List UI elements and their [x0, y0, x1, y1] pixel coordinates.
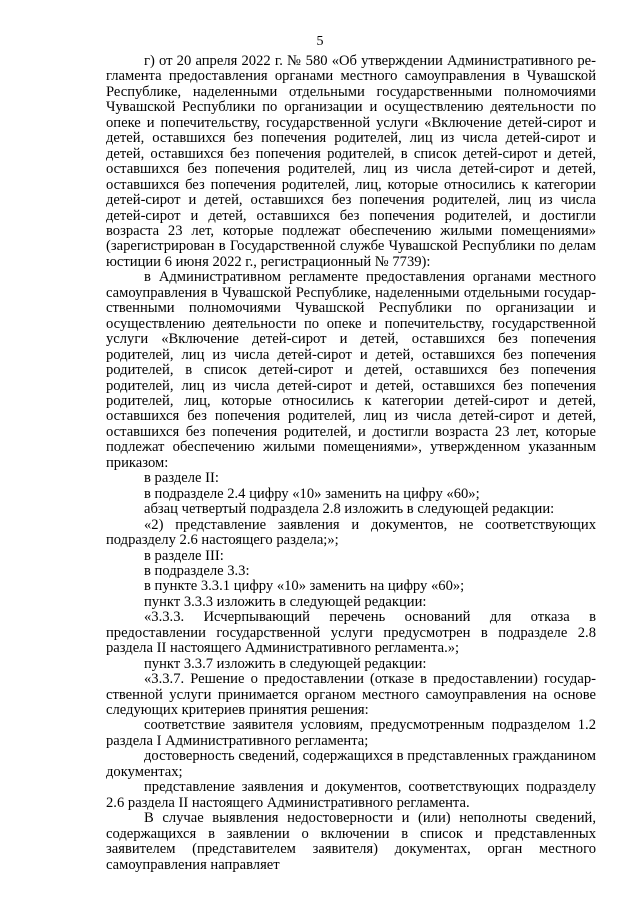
paragraph: пункт 3.3.3 изложить в следующей редакции:: [144, 593, 427, 610]
paragraph: абзац четвертый подраздела 2.8 изложить в следующей редакции:: [144, 501, 555, 518]
paragraph: достоверность сведений, содержащихся в представленных гражданином документах;: [106, 748, 596, 780]
paragraph: В случае выявления недостоверности и (или) неполноты сведений, содержащихся в заявлении о включении в список и представленных заявителем (представителем заявителя) документах, орган местного самоуправления направляет: [106, 810, 596, 873]
document-body: [106, 54, 596, 873]
page-number: 5: [316, 34, 324, 49]
paragraph: г) от 20 апреля 2022 г. № 580 «Об утверждении Административного регламента предоставления органами местного самоуправления в Чувашской Республике, наделенными отдельными государственными полномочиями Чувашской Республики по организации и осуществлению деятельности по опеке и попечительству, государственной услуги «Включение детей-сирот и детей, оставшихся без попечения родителей, лиц из числа детей-сирот и детей, оставшихся без попечения родителей, в список детей-сирот и детей, оставшихся без попечения родителей, лиц из числа детей-сирот и детей, оставшихся без попечения родителей, лиц, которые относились к категории детей-сирот и детей, оставшихся без попечения родителей, лиц из числа детей-сирот и детей, оставшихся без попечения родителей, и достигли возраста 23 лет, которые подлежат обеспечению жилыми помещениями» (зарегистрирован в Государственной службе Чувашской Республики по делам юстиции 6 июня 2022 г., регистрационный № 7739):: [106, 53, 596, 270]
paragraph: в подразделе 2.4 цифру «10» заменить на цифру «60»;: [144, 485, 480, 502]
paragraph: «2) представление заявления и документов, не соответствующих подразделу 2.6 настоящего раздела;»;: [106, 516, 596, 549]
paragraph: «3.3.3. Исчерпывающий перечень оснований для отказа в предоставлении государственной услуги предусмотрен в подразделе 2.8 раздела II настоящего Административного регламента.»;: [106, 609, 596, 657]
paragraph: соответствие заявителя условиям, предусмотренным подразделом 1.2 раздела I Административного регламента;: [106, 717, 596, 749]
paragraph: в подразделе 3.3:: [144, 562, 250, 579]
paragraph: пункт 3.3.7 изложить в следующей редакции:: [144, 655, 427, 672]
paragraph: в пункте 3.3.1 цифру «10» заменить на цифру «60»;: [144, 578, 465, 595]
paragraph: в разделе III:: [144, 547, 224, 564]
paragraph: «3.3.7. Решение о предоставлении (отказе в предоставлении) государственной услуги принимается органом местного самоуправления на основе следующих критериев принятия решения:: [106, 671, 596, 719]
paragraph: представление заявления и документов, соответствующих подразделу 2.6 раздела II настоящего Административного регламента.: [106, 779, 596, 811]
paragraph: в Административном регламенте предоставления органами местного самоуправления в Чувашской Республике, наделенными отдельными государственными полномочиями Чувашской Республики по организации и осуществлению деятельности по опеке и попечительству, государственной услуги «Включение детей-сирот и детей, оставшихся без попечения родителей, лиц из числа детей-сирот и детей, оставшихся без попечения родителей, в список детей-сирот и детей, оставшихся без попечения родителей, лиц из числа детей-сирот и детей, оставшихся без попечения родителей, лиц, которые относились к категории детей-сирот и детей, оставшихся без попечения родителей, лиц из числа детей-сирот и детей, оставшихся без попечения родителей, и достигли возраста 23 лет, которые подлежат обеспечению жилыми помещениями», утвержденном указанным приказом:: [106, 269, 596, 471]
paragraph: в разделе II:: [144, 470, 219, 487]
